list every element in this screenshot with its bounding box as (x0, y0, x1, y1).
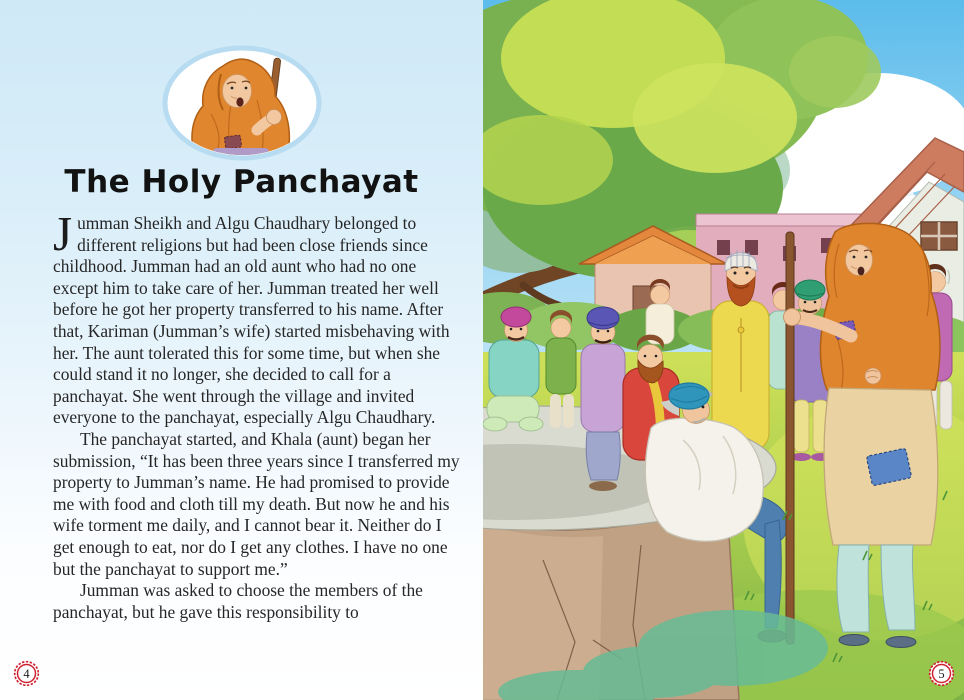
page-title: The Holy Panchayat (64, 164, 419, 200)
aunt-portrait-oval (161, 44, 323, 167)
story-paragraph (53, 206, 463, 429)
villager-boy-white (646, 279, 674, 344)
page-number-right: 5 (938, 667, 945, 681)
right-page (483, 0, 964, 700)
aunt-portrait-image (161, 44, 323, 162)
drop-cap: J (53, 206, 73, 261)
panchayat-scene-illustration (483, 0, 964, 700)
story-paragraph: Jumman was asked to choose the members of the panchayat, but he gave this responsibility to (53, 580, 423, 622)
story-paragraph: The panchayat started, and Khala (aunt) began her submission, “It has been three years since I transferred my property to Jumman’s name. He had promised to provide me with food and cloth till my death. But now he and his wife torment me daily, and I cannot bear it. Neither do I get enough to eat, nor do I get any clothes. I have no one but the panchayat to support me.” (53, 428, 460, 579)
page-number-badge-left (13, 660, 40, 687)
story-text (53, 206, 463, 623)
story-paragraph-text: umman Sheikh and Algu Chaudhary belonged to different religions but had been close friends since childhood. Jumman had an old aunt who had no one except him to take care of her. Jumman treated her well before he got her property transferred to his name. After that, Kariman (Jumman’s wife) started misbehaving with her. The aunt tolerated this for some time, but when she could stand it no longer, she decided to call for a panchayat. She went through the village and invited everyone to the panchayat, especially Algu Chaudhary. (53, 213, 450, 428)
page-number-badge-right (928, 660, 955, 687)
page-number-left: 4 (23, 667, 30, 681)
